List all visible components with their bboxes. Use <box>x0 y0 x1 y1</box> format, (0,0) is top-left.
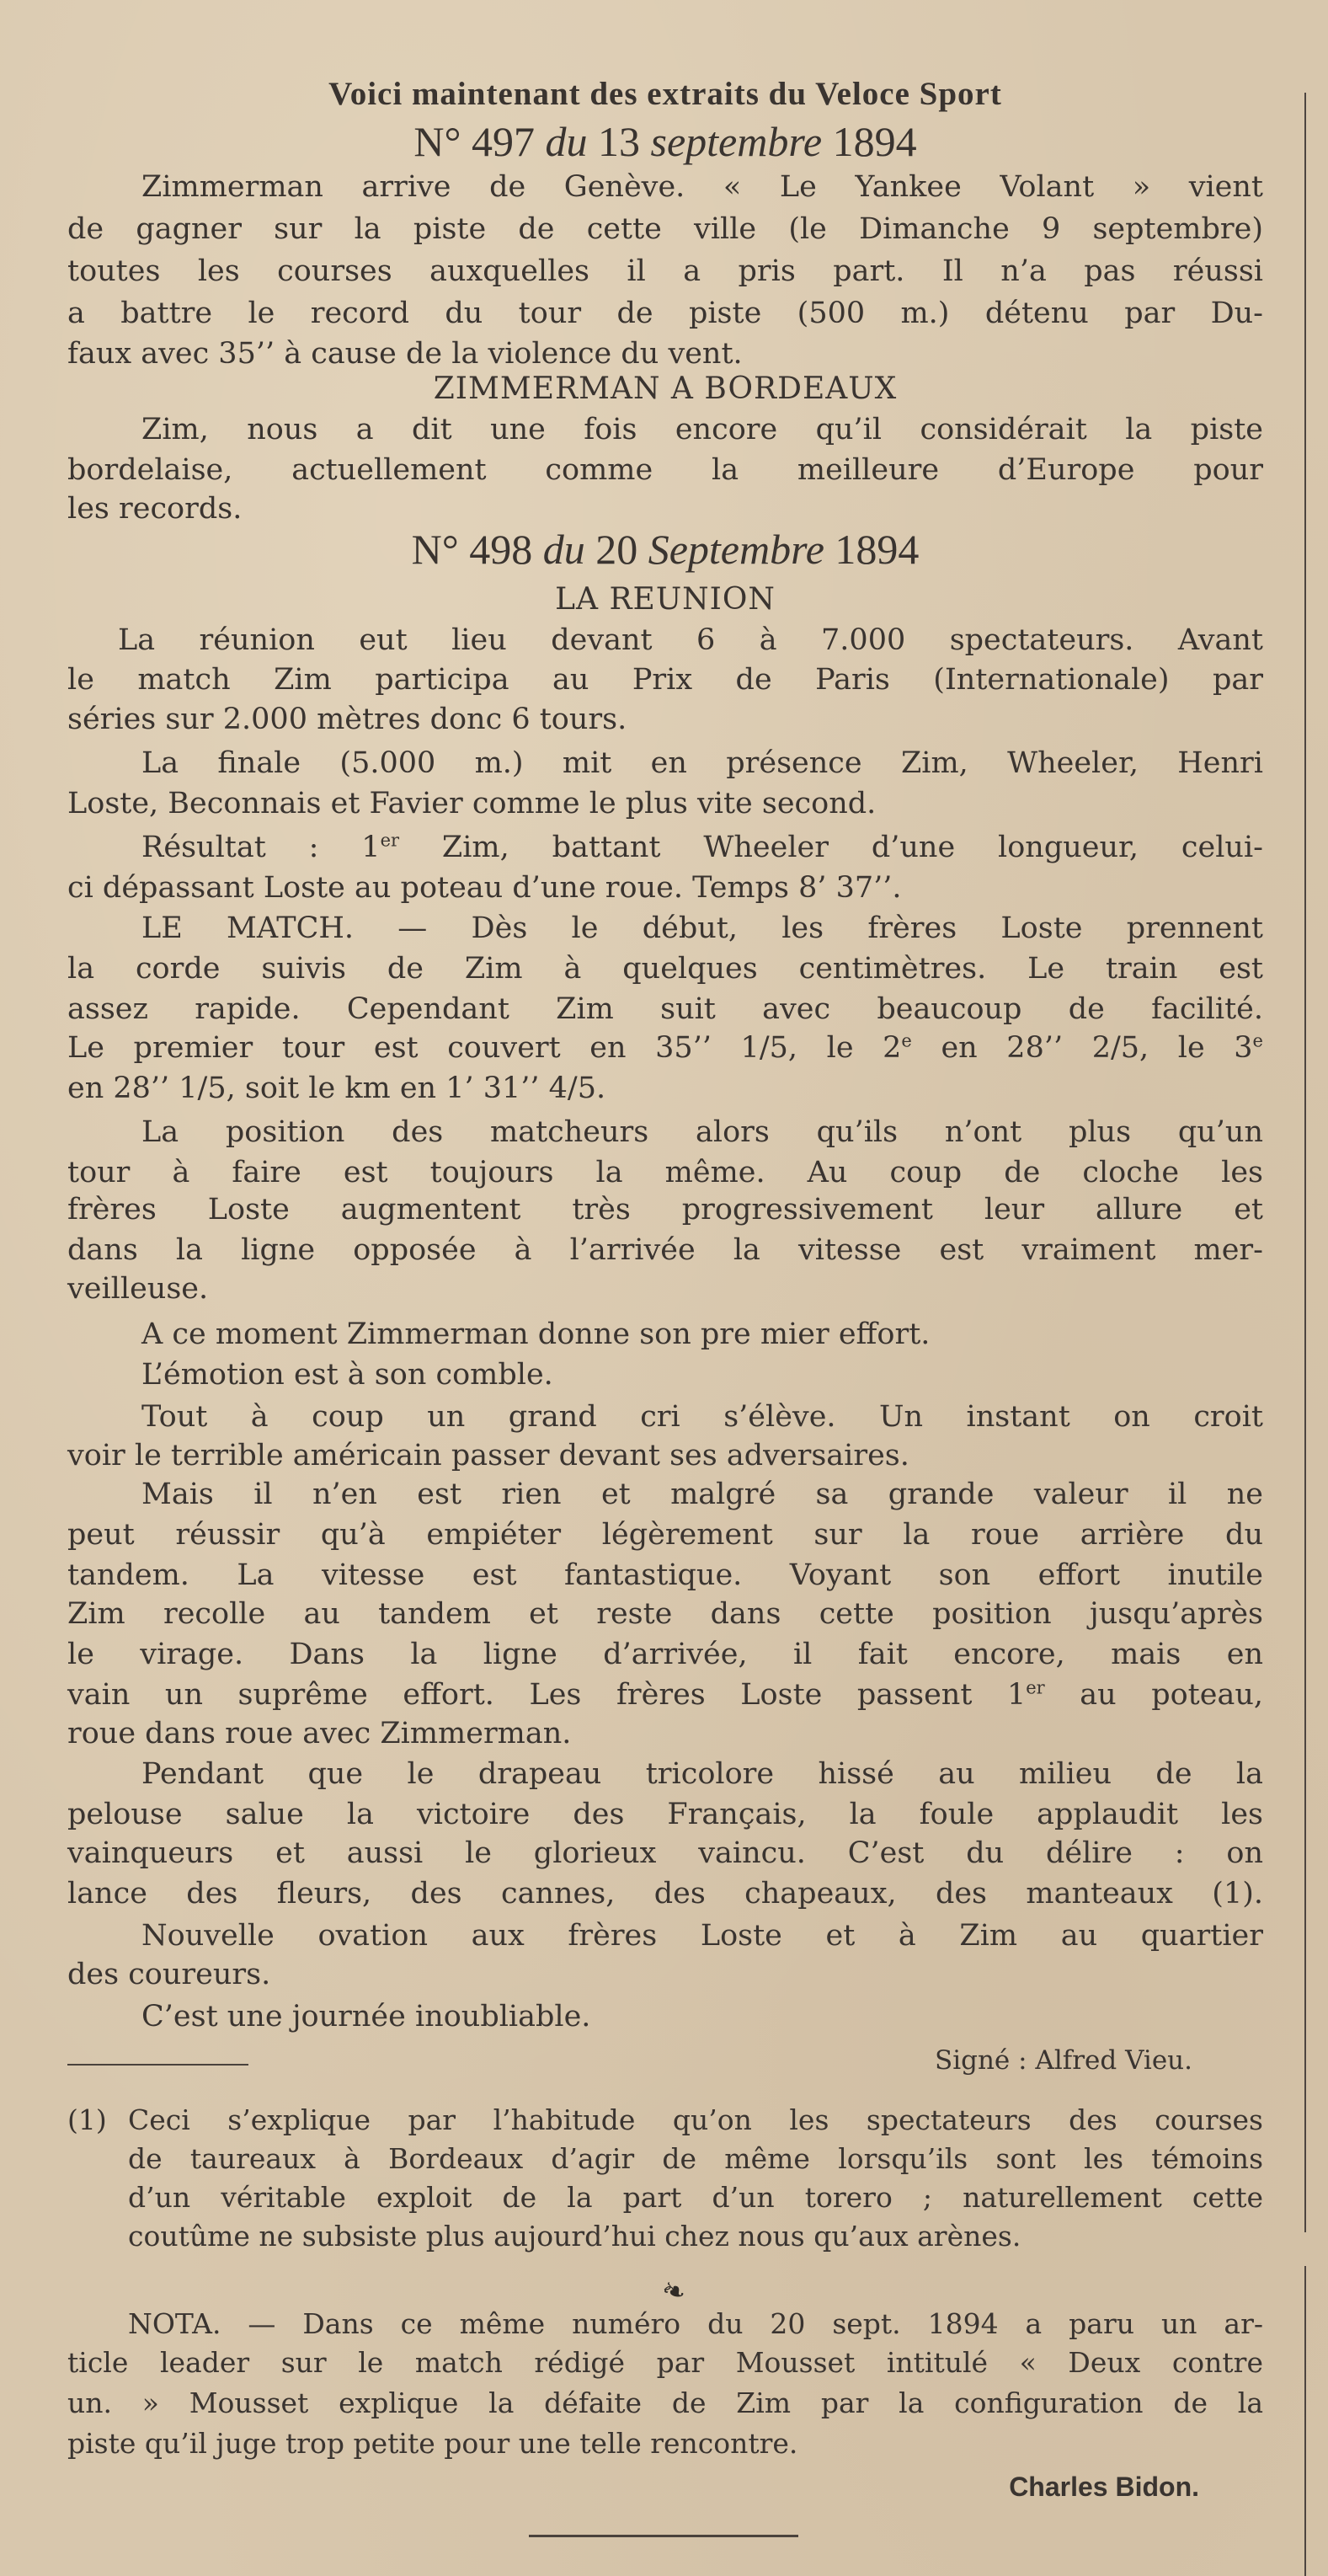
text-line: La position des matcheurs alors qu’ils n’ont plus qu’un <box>141 1115 1263 1149</box>
issue-du: du <box>545 118 588 165</box>
text-line <box>67 1029 1263 1066</box>
section-heading-bordeaux: ZIMMERMAN A BORDEAUX <box>433 371 898 406</box>
text-line <box>67 829 1263 866</box>
text-line: roue dans roue avec Zimmerman. <box>67 1717 572 1750</box>
footnote-line: de taureaux à Bordeaux d’agir de même lorsqu’ils sont les témoins <box>128 2142 1263 2175</box>
text-line: Tout à coup un grand cri s’élève. Un instant on croit <box>141 1400 1263 1434</box>
text-line: Zimmerman arrive de Genève. « Le Yankee Volant » vient <box>141 170 1263 204</box>
footnote-line: d’un véritable exploit de la part d’un torero ; naturellement cette <box>128 2181 1263 2214</box>
text-line: Zim, nous a dit une fois encore qu’il considérait la piste <box>141 413 1263 446</box>
text-line: faux avec 35’’ à cause de la violence du vent. <box>67 337 743 371</box>
text-line: L’émotion est à son comble. <box>141 1358 553 1392</box>
issue-no-label: N° <box>411 526 459 573</box>
text-line: La réunion eut lieu devant 6 à 7.000 spectateurs. Avant <box>118 623 1263 657</box>
issue-du: du <box>542 526 585 573</box>
ordinal-sup: er <box>1026 1677 1045 1698</box>
text-line: dans la ligne opposée à l’arrivée la vitesse est vraiment mer- <box>67 1233 1263 1267</box>
text-fragment: Le premier tour est couvert en 35’’ 1/5, le 2 <box>67 1031 902 1065</box>
issue-month: septembre <box>650 118 823 165</box>
text-line: A ce moment Zimmerman donne son pre mier effort. <box>141 1317 931 1351</box>
text-line: LE MATCH. — Dès le début, les frères Loste prennent <box>141 911 1263 945</box>
text-line: lance des fleurs, des cannes, des chapeaux, des manteaux (1). <box>67 1877 1263 1911</box>
text-line: tour à faire est toujours la même. Au coup de cloche les <box>67 1156 1263 1189</box>
author-signature: Charles Bidon. <box>1009 2472 1199 2502</box>
text-line: voir le terrible américain passer devant ses adversaires. <box>67 1439 909 1472</box>
text-line: peut réussir qu’à empiéter légèrement sur la roue arrière du <box>67 1518 1263 1552</box>
text-line: La finale (5.000 m.) mit en présence Zim, Wheeler, Henri <box>141 746 1263 780</box>
issue-number: 498 <box>469 526 533 573</box>
issue-number: 497 <box>471 118 535 165</box>
footnote-separator <box>67 2064 248 2066</box>
article-intro-heading: Voici maintenant des extraits du Veloce Sport <box>328 76 1002 112</box>
text-line: assez rapide. Cependant Zim suit avec beaucoup de facilité. <box>67 992 1263 1026</box>
issue-no-label: N° <box>413 118 461 165</box>
text-line: séries sur 2.000 mètres donc 6 tours. <box>67 703 627 736</box>
text-line: les records. <box>67 492 243 526</box>
text-line: Zim recolle au tandem et reste dans cette position jusqu’après <box>67 1597 1263 1631</box>
fleuron-ornament-icon: ❧ <box>657 2271 691 2311</box>
footnote-marker: (1) <box>67 2103 107 2136</box>
ordinal-sup: e <box>1252 1030 1263 1051</box>
text-line: ci dépassant Loste au poteau d’une roue. Temps 8’ 37’’. <box>67 871 902 905</box>
text-line: la corde suivis de Zim à quelques centimètres. Le train est <box>67 952 1263 986</box>
text-line: le virage. Dans la ligne d’arrivée, il fait encore, mais en <box>67 1638 1263 1671</box>
text-line: tandem. La vitesse est fantastique. Voyant son effort inutile <box>67 1558 1263 1592</box>
issue-month: Septembre <box>648 526 824 573</box>
text-line: frères Loste augmentent très progressivement leur allure et <box>67 1193 1263 1227</box>
text-line: C’est une journée inoubliable. <box>141 2000 591 2034</box>
nota-line: un. » Mousset explique la défaite de Zim par la configuration de la <box>67 2386 1263 2419</box>
issue-497-heading <box>67 116 1263 167</box>
text-line: Loste, Beconnais et Favier comme le plus vite second. <box>67 787 877 820</box>
nota-line: piste qu’il juge trop petite pour une telle rencontre. <box>67 2427 798 2460</box>
text-line: bordelaise, actuellement comme la meilleure d’Europe pour <box>67 453 1263 487</box>
issue-498-heading <box>67 524 1263 575</box>
text-line: de gagner sur la piste de cette ville (le Dimanche 9 septembre) <box>67 212 1263 246</box>
nota-line: NOTA. — Dans ce même numéro du 20 sept. 1894 a paru un ar- <box>128 2307 1263 2340</box>
column-rule-lower <box>1304 2266 1306 2576</box>
text-fragment: vain un suprême effort. Les frères Loste passent 1 <box>67 1678 1027 1712</box>
column-rule-upper <box>1304 93 1306 2232</box>
text-fragment: Zim, battant Wheeler d’une longueur, celui- <box>399 831 1263 864</box>
text-line: des coureurs. <box>67 1958 271 1991</box>
issue-year: 1894 <box>832 118 917 165</box>
issue-day: 13 <box>597 118 640 165</box>
text-line: Nouvelle ovation aux frères Loste et à Zim au quartier <box>141 1919 1263 1953</box>
text-line: le match Zim participa au Prix de Paris (Internationale) par <box>67 663 1263 697</box>
text-line: vainqueurs et aussi le glorieux vaincu. C’est du délire : on <box>67 1836 1263 1870</box>
text-line: en 28’’ 1/5, soit le km en 1’ 31’’ 4/5. <box>67 1072 606 1105</box>
text-fragment: en 28’’ 2/5, le 3 <box>911 1031 1253 1065</box>
issue-day: 20 <box>595 526 638 573</box>
ordinal-sup: e <box>901 1030 912 1051</box>
section-heading-reunion: LA REUNION <box>555 582 776 617</box>
issue-year: 1894 <box>835 526 920 573</box>
text-fragment: au poteau, <box>1044 1678 1263 1712</box>
text-line: veilleuse. <box>67 1272 209 1306</box>
text-line: pelouse salue la victoire des Français, la foule applaudit les <box>67 1798 1263 1831</box>
footnote-line: coutûme ne subsiste plus aujourd’hui chez nous qu’aux arènes. <box>128 2220 1021 2253</box>
signature-vieu: Signé : Alfred Vieu. <box>934 2045 1192 2076</box>
footnote-line: Ceci s’explique par l’habitude qu’on les spectateurs des courses <box>128 2103 1263 2136</box>
nota-line: ticle leader sur le match rédigé par Mousset intitulé « Deux contre <box>67 2346 1263 2379</box>
text-line <box>67 1676 1263 1713</box>
text-line: a battre le record du tour de piste (500 m.) détenu par Du- <box>67 297 1263 330</box>
text-line: Pendant que le drapeau tricolore hissé au milieu de la <box>141 1757 1263 1791</box>
ordinal-sup: er <box>380 830 400 851</box>
text-fragment: Résultat : 1 <box>141 831 381 864</box>
closing-rule <box>529 2535 798 2537</box>
text-line: Mais il n’en est rien et malgré sa grande valeur il ne <box>141 1478 1263 1511</box>
text-line: toutes les courses auxquelles il a pris part. Il n’a pas réussi <box>67 254 1263 288</box>
